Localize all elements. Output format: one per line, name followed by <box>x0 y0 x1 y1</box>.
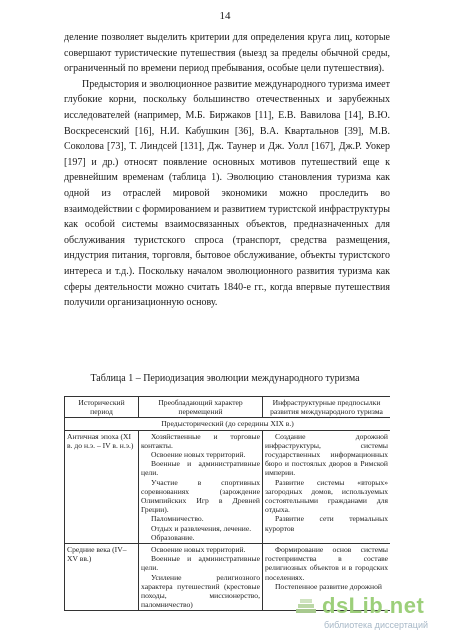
body-text <box>64 30 390 311</box>
movement-entry: Военные и административные цели. <box>141 459 260 478</box>
infrastructure-entry: Формирование основ системы гостеприимства в составе религиозных объектов и в городских поселениях. <box>265 545 388 582</box>
periodization-table <box>64 396 390 611</box>
paragraph-history: Предыстория и эволюционное развитие международного туризма имеет глубокие корни, поскольку большинство отечественных и зарубежных исследователей (например, М.Б. Биржаков [11], Е.В. Вавилова [14], В.Ю. Воскресенский [16], Н.И. Кабушкин [36], В.А. Квартальнов [39], М.В. Соколова [73], Т. Линдсей [131], Дж. Таунер и Дж. Уолл [167], Дж.Р. Уокер [197] и др.) относят появление основных мотивов путешествий еще к древнейшим временам (таблица 1). Эволюцию становления туризма как одной из отраслей мировой экономики можно проследить во взаимодействии с формированием и развитием туристской инфраструктуры как особой системы взаимосвязанных объектов, предназначенных для обслуживания туристского спроса (транспорт, средства размещения, индустрия питания, торговля, бытовое обслуживание, объекты туристского интереса и т.д.). Поскольку началом эволюционного развития туризма как сферы деятельности можно считать 1840-е гг., когда впервые путешествия получили организационную основу. <box>64 78 390 309</box>
infrastructure-entry: Развитие системы «вторых» загородных домов, используемых состоятельными гражданами для отдыха. <box>265 477 388 515</box>
watermark <box>294 593 444 633</box>
span-row-label: Предысторический (до середины XIX в.) <box>65 418 391 430</box>
paragraph-continuation: деление позволяет выделить критерии для определения круга лиц, которые совершают туристические путешествия (выезд за пределы обычной среды, ограниченный по времени период пребывания, особые цели путешествия). <box>64 32 390 75</box>
movement-entry: Хозяйственные и торговые контакты. <box>141 431 260 450</box>
infrastructure-entry: Постепенное развитие дорожной <box>275 581 382 591</box>
watermark-subtitle: библиотека диссертаций <box>324 620 429 630</box>
cell-movement <box>139 430 263 543</box>
cell-movement <box>139 544 263 611</box>
watermark-brand: dsLib.net <box>322 593 425 618</box>
header-movement: Преобладающий характер перемещений <box>139 397 263 418</box>
book-stack-icon <box>294 595 318 619</box>
header-period: Исторический период <box>65 397 139 418</box>
header-infrastructure: Инфраструктурные предпосылки развития международного туризма <box>263 397 391 418</box>
infrastructure-entry: Создание дорожной инфраструктуры, системы государственных информационных бюро и постоялых дворов в Римской империи. <box>265 431 388 478</box>
table-span-row <box>65 418 391 430</box>
movement-entry: Участие в спортивных соревнованиях (зарождение Олимпийских Игр в Древней Греции). <box>141 477 260 515</box>
movement-entry: Освоение новых территорий. <box>151 545 246 555</box>
movement-entry: Военные и административные цели. <box>141 554 260 573</box>
infrastructure-entry: Развитие сети термальных курортов <box>265 514 388 533</box>
table-header-row <box>65 397 391 418</box>
table-caption: Таблица 1 – Периодизация эволюции международного туризма <box>90 373 360 384</box>
cell-period: Античная эпоха (XI в. до н.э. – IV в. н.э.) <box>65 430 139 543</box>
movement-entry: Отдых и развлечения, лечение. <box>151 523 252 533</box>
movement-entry: Усиление религиозного характера путешествий (крестовые походы, миссионерство, паломничество) <box>141 572 260 610</box>
cell-infrastructure <box>263 430 391 543</box>
movement-entry: Паломничество. <box>151 514 204 524</box>
movement-entry: Освоение новых территорий. <box>151 450 246 460</box>
cell-period: Средние века (IV–XV вв.) <box>65 544 139 611</box>
movement-entry: Образование. <box>151 532 195 542</box>
table-row <box>65 430 391 543</box>
page-number: 14 <box>219 10 231 22</box>
